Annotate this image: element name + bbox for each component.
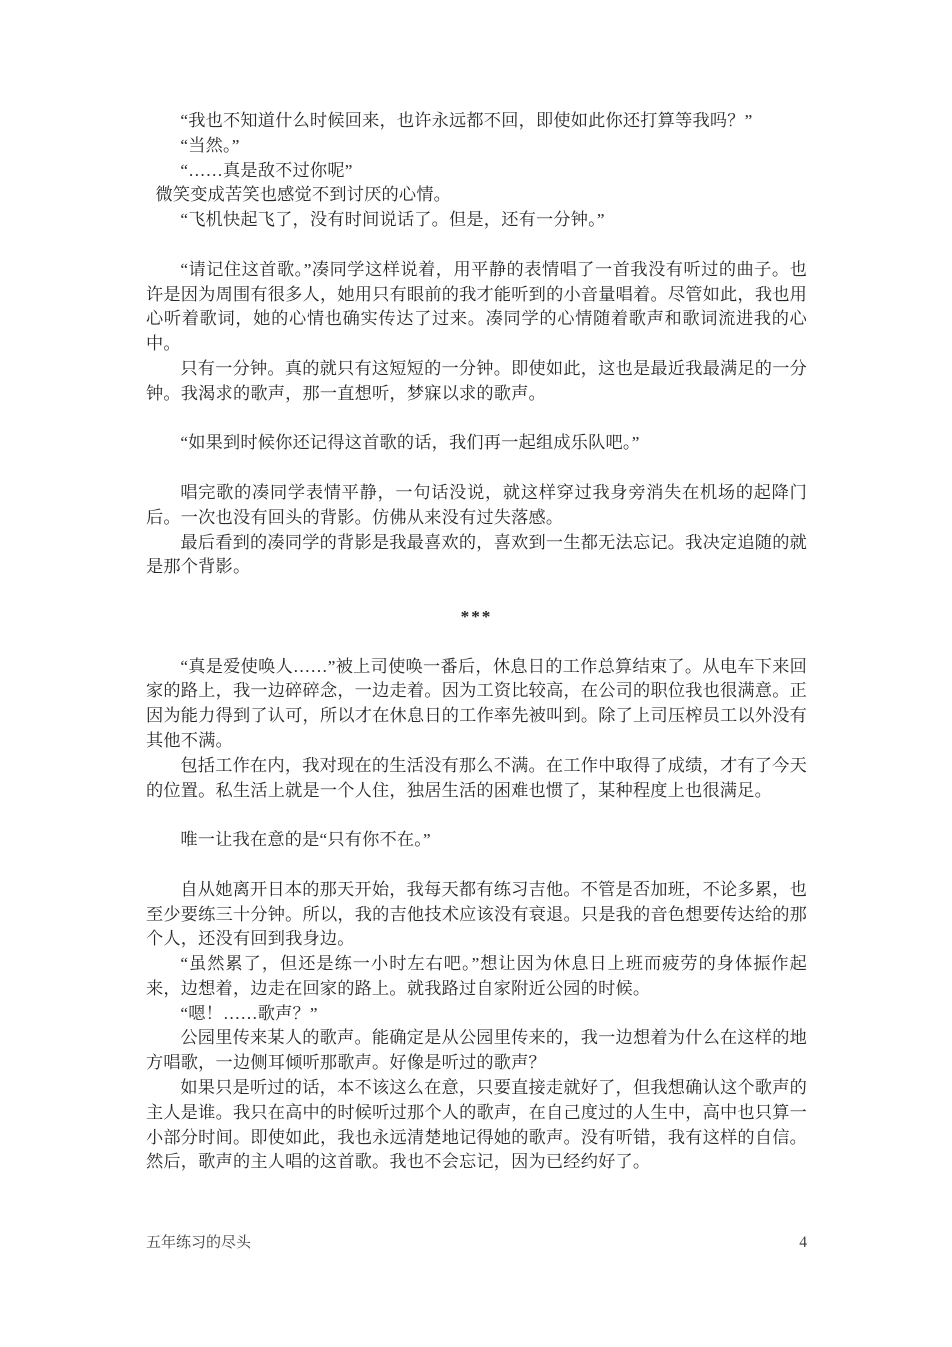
- paragraph: 唯一让我在意的是“只有你不在。”: [180, 830, 431, 850]
- paragraph: “请记住这首歌。”凑同学这样说着，用平静的表情唱了一首我没有听过的曲子。也许是因为周围有很多人，她用只有眼前的我才能听到的小音量唱着。尽管如此，我也用心听着歌词，她的心情也确实传达了过来。凑同学的心情随着歌声和歌词流进我的心中。: [146, 259, 807, 354]
- footer-page-number: 4: [799, 1234, 807, 1251]
- paragraph: 只有一分钟。真的就只有这短短的一分钟。即使如此，这也是最近我最满足的一分钟。我渴求的歌声，那一直想听，梦寐以求的歌声。: [146, 358, 807, 403]
- footer-book-title: 五年练习的尽头: [146, 1235, 252, 1251]
- paragraph: 微笑变成苦笑也感觉不到讨厌的心情。: [155, 185, 452, 205]
- section-separator: ***: [460, 606, 493, 626]
- paragraph: “如果到时候你还记得这首歌的话，我们再一起组成乐队吧。”: [180, 433, 640, 453]
- page-body-text: [146, 109, 807, 1175]
- paragraph: “我也不知道什么时候回来，也许永远都不回，即使如此你还打算等我吗？”: [180, 111, 753, 130]
- paragraph: 如果只是听过的话，本不该这么在意，只要直接走就好了，但我想确认这个歌声的主人是谁。我只在高中的时候听过那个人的歌声，在自己度过的人生中，高中也只算一小部分时间。即使如此，我也永远清楚地记得她的歌声。没有听错，我有这样的自信。然后，歌声的主人唱的这首歌。我也不会忘记，因为已经约好了。: [146, 1078, 807, 1172]
- paragraph: “当然。”: [180, 135, 240, 155]
- paragraph: “虽然累了，但还是练一小时左右吧。”想让因为休息日上班而疲劳的身体振作起来，边想着，边走在回家的路上。就我路过自家附近公园的时候。: [146, 954, 807, 998]
- paragraph: 唱完歌的凑同学表情平静，一句话没说，就这样穿过我身旁消失在机场的起降门后。一次也没有回头的背影。仿佛从来没有过失落感。: [146, 482, 807, 527]
- paragraph: “……真是敌不过你呢”: [180, 160, 353, 180]
- paragraph: “嗯！……歌声？”: [180, 1003, 318, 1023]
- page-footer: [146, 1232, 807, 1254]
- paragraph: 公园里传来某人的歌声。能确定是从公园里传来的，我一边想着为什么在这样的地方唱歌，一边侧耳倾听那歌声。好像是听过的歌声？: [146, 1028, 807, 1073]
- paragraph: “真是爱使唤人……”被上司使唤一番后，休息日的工作总算结束了。从电车下来回家的路上，我一边碎碎念，一边走着。因为工资比较高，在公司的职位我也很满意。正因为能力得到了认可，所以才在休息日的工作率先被叫到。除了上司压榨员工以外没有其他不满。: [146, 656, 807, 750]
- paragraph: 包括工作在内，我对现在的生活没有那么不满。在工作中取得了成绩，才有了今天的位置。私生活上就是一个人住，独居生活的困难也惯了，某种程度上也很满足。: [146, 755, 807, 800]
- paragraph: “飞机快起飞了，没有时间说话了。但是，还有一分钟。”: [180, 210, 605, 230]
- paragraph: 最后看到的凑同学的背影是我最喜欢的，喜欢到一生都无法忘记。我决定追随的就是那个背影。: [146, 532, 807, 577]
- paragraph: 自从她离开日本的那天开始，我每天都有练习吉他。不管是否加班，不论多累，也至少要练三十分钟。所以，我的吉他技术应该没有衰退。只是我的音色想要传达给的那个人，还没有回到我身边。: [146, 879, 807, 949]
